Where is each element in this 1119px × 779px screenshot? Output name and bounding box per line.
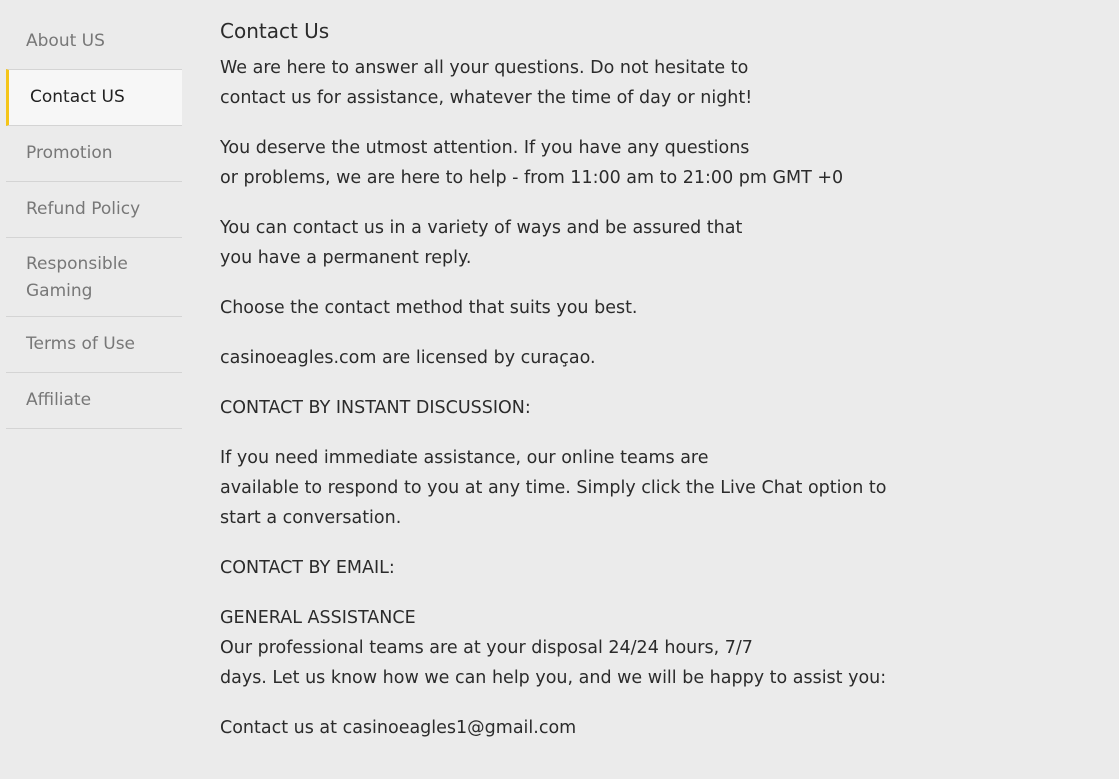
sidebar-item-affiliate[interactable]: Affiliate xyxy=(6,373,182,429)
paragraph-line: you have a permanent reply. xyxy=(220,248,472,268)
paragraph-line: Contact us at casinoeagles1@gmail.com xyxy=(220,718,577,738)
sidebar-item-refund-policy[interactable]: Refund Policy xyxy=(6,182,182,238)
paragraph-hours xyxy=(220,133,1100,193)
page-title: Contact Us xyxy=(220,19,330,43)
paragraph-contact-email xyxy=(220,713,1100,743)
paragraph-line: contact us for assistance, whatever the time of day or night! xyxy=(220,88,753,108)
paragraph-line: You deserve the utmost attention. If you have any questions xyxy=(220,138,750,158)
paragraph-general-assistance xyxy=(220,603,1100,693)
paragraph-line: Our professional teams are at your disposal 24/24 hours, 7/7 xyxy=(220,638,753,658)
paragraph-line: You can contact us in a variety of ways and be assured that xyxy=(220,218,743,238)
sidebar-nav xyxy=(6,16,182,429)
paragraph-line: casinoeagles.com are licensed by curaçao. xyxy=(220,348,596,368)
paragraph-intro xyxy=(220,53,1100,113)
paragraph-choose xyxy=(220,293,1100,323)
paragraph-line: GENERAL ASSISTANCE xyxy=(220,608,416,628)
heading-email xyxy=(220,553,1100,583)
main-content xyxy=(220,16,1100,763)
sidebar-item-responsible-gaming[interactable]: Responsible Gaming xyxy=(6,238,182,317)
paragraph-live-chat xyxy=(220,443,1100,533)
sidebar-item-about-us[interactable]: About US xyxy=(6,16,182,70)
paragraph-line: We are here to answer all your questions. Do not hesitate to xyxy=(220,58,749,78)
paragraph-line: CONTACT BY EMAIL: xyxy=(220,558,395,578)
heading-instant-discussion xyxy=(220,393,1100,423)
paragraph-line: available to respond to you at any time. Simply click the Live Chat option to xyxy=(220,478,887,498)
paragraph-line: or problems, we are here to help - from 11:00 am to 21:00 pm GMT +0 xyxy=(220,168,844,188)
paragraph-line: CONTACT BY INSTANT DISCUSSION: xyxy=(220,398,531,418)
paragraph-line: start a conversation. xyxy=(220,508,402,528)
sidebar-item-contact-us[interactable]: Contact US xyxy=(6,69,182,126)
paragraph-line: Choose the contact method that suits you best. xyxy=(220,298,638,318)
paragraph-line: If you need immediate assistance, our online teams are xyxy=(220,448,709,468)
paragraph-license xyxy=(220,343,1100,373)
sidebar-item-promotion[interactable]: Promotion xyxy=(6,126,182,182)
paragraph-ways xyxy=(220,213,1100,273)
paragraph-line: days. Let us know how we can help you, and we will be happy to assist you: xyxy=(220,668,887,688)
sidebar-item-terms-of-use[interactable]: Terms of Use xyxy=(6,317,182,373)
